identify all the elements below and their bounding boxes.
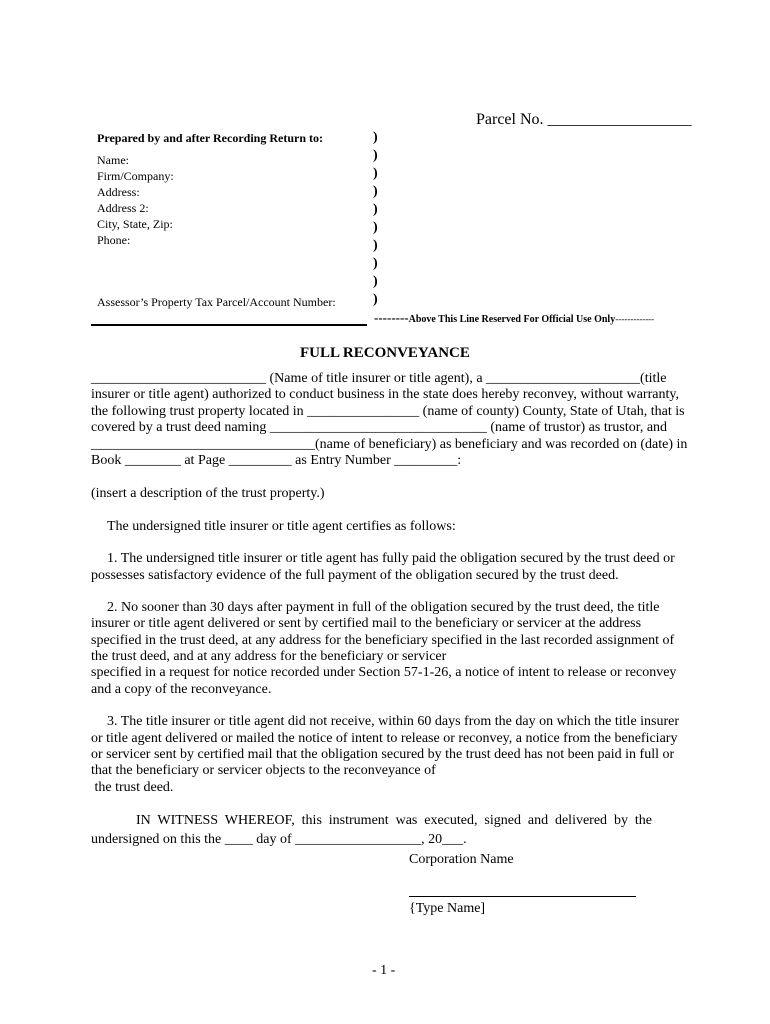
return-field-address: Address: (97, 185, 140, 199)
intro-line: Book ________ at Page _________ as Entry Number _________: (91, 453, 462, 468)
official-use-text: Above This Line Reserved For Official Use Only (408, 314, 616, 325)
intro-line: ________________________________(name of beneficiary) as beneficiary and was recorded on (date) in (91, 437, 688, 452)
parcel-number-label: Parcel No. __________________ (476, 111, 692, 128)
intro-line: insurer or title agent) authorized to conduct business in the state does hereby reconvey, without warranty, (91, 387, 679, 402)
para2-line: insurer or title agent delivered or sent by certified mail to the beneficiary or servicer at the address (91, 616, 642, 631)
official-use-tail: ------------- (615, 314, 655, 324)
type-name-label: {Type Name] (409, 901, 486, 916)
bracket-paren: ) (373, 130, 378, 145)
bracket-paren: ) (373, 238, 378, 253)
page-number: - 1 - (372, 963, 396, 978)
certifies-statement: The undersigned title insurer or title agent certifies as follows: (107, 519, 456, 534)
return-field-address2: Address 2: (97, 201, 149, 215)
return-heading: Prepared by and after Recording Return to: (97, 131, 323, 145)
para2-line: specified in a request for notice recorded under Section 57-1-26, a notice of intent to release or reconvey (91, 665, 677, 680)
bracket-paren: ) (373, 184, 378, 199)
para2-line: and a copy of the reconveyance. (91, 682, 272, 697)
para2-line: 2. No sooner than 30 days after payment in full of the obligation secured by the trust deed, the title (107, 600, 660, 615)
official-use-notice (374, 311, 654, 327)
bracket-paren: ) (373, 148, 378, 163)
bracket-paren: ) (373, 256, 378, 271)
para3-line: or servicer sent by certified mail that the obligation secured by the trust deed has not been paid in full or (91, 747, 675, 762)
bracket-paren: ) (373, 166, 378, 181)
insert-description-note: (insert a description of the trust property.) (91, 486, 325, 501)
bracket-paren: ) (373, 202, 378, 217)
corporation-name-label: Corporation Name (409, 852, 514, 867)
return-field-city-state-zip: City, State, Zip: (97, 217, 173, 231)
return-field-phone: Phone: (97, 233, 131, 247)
para3-line: the trust deed. (91, 780, 174, 795)
para2-line: specified in the trust deed, at any address for the beneficiary specified in the last recorded assignment of (91, 633, 675, 648)
para1-line: 1. The undersigned title insurer or title agent has fully paid the obligation secured by the trust deed or (107, 551, 675, 566)
para2-line: the trust deed, and at any address for the beneficiary or servicer (91, 649, 447, 664)
intro-line: the following trust property located in ________________ (name of county) County, State of Utah, that is (91, 404, 685, 419)
return-field-firm: Firm/Company: (97, 169, 174, 183)
para1-line: possesses satisfactory evidence of the full payment of the obligation secured by the trust deed. (91, 568, 619, 583)
witness-line: undersigned on this the ____ day of __________________, 20___. (91, 832, 467, 847)
return-field-name: Name: (97, 153, 129, 167)
intro-line: _________________________ (Name of title insurer or title agent), a ______________________(title (91, 371, 667, 386)
witness-line: IN WITNESS WHEREOF, this instrument was executed, signed and delivered by the (136, 813, 652, 828)
official-use-dashes: -------- (374, 310, 409, 325)
intro-line: covered by a trust deed naming _______________________________ (name of trustor) as trustor, and (91, 420, 668, 435)
bracket-paren: ) (373, 220, 378, 235)
signature-line (409, 896, 636, 897)
para3-line: that the beneficiary or servicer objects to the reconveyance of (91, 763, 436, 778)
bracket-paren: ) (373, 292, 378, 307)
official-use-rule (91, 324, 367, 326)
bracket-paren: ) (373, 274, 378, 289)
assessor-parcel-label: Assessor’s Property Tax Parcel/Account Number: (97, 295, 336, 309)
document-title: FULL RECONVEYANCE (300, 345, 470, 361)
para3-line: or title agent delivered or mailed the notice of intent to release or reconvey, a notice from the beneficiary (91, 731, 678, 746)
para3-line: 3. The title insurer or title agent did not receive, within 60 days from the day on which the title insurer (107, 714, 680, 729)
